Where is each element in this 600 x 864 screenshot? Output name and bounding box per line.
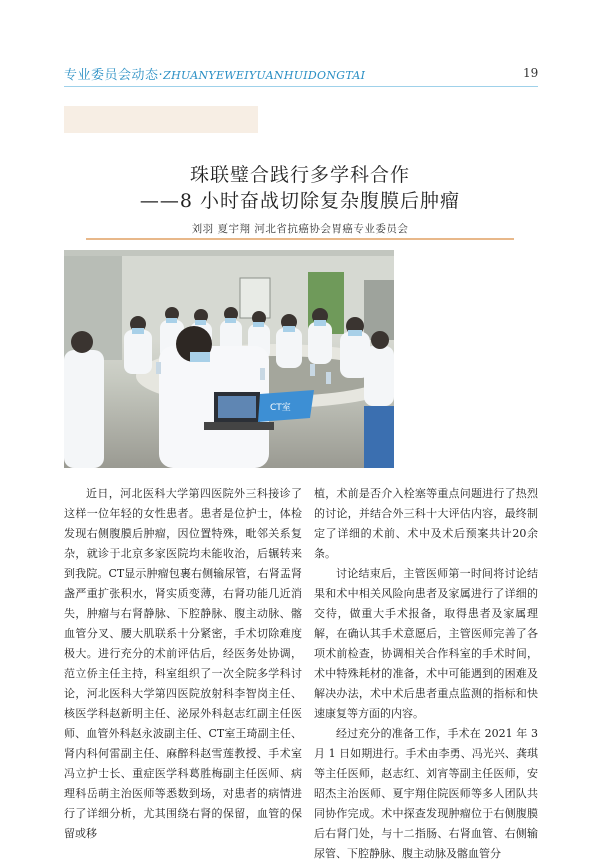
article-title-line1: 珠联璧合践行多学科合作 (189, 164, 410, 186)
decorative-tag-bar (64, 106, 258, 133)
meeting-photo-illustration (64, 250, 394, 468)
section-label (64, 64, 365, 83)
article-title-line2: ——8 小时奋战切除复杂腹膜后肿瘤 (139, 190, 461, 212)
section-label-cn: 专业委员会动态 (64, 68, 159, 83)
title-divider (86, 238, 514, 240)
body-paragraph: 讨论结束后，主管医师第一时间将讨论结果和术中相关风险向患者及家属进行了详细的交待，做重大手术报备，取得患者及家属理解，在确认其手术意愿后，主管医师完善了各项术前检查，协调相关合作科室的手术时间，术中特殊耗材的准备，术中可能遇到的困难及解决办法，术中术后患者重点监测的指标和快速康复等方面的内容。 (314, 567, 538, 720)
body-right-column (314, 484, 538, 864)
article-byline: 刘羽 夏宇翔 河北省抗癌协会胃癌专业委员会 (191, 223, 409, 235)
page-number: 19 (523, 66, 539, 80)
body-paragraph: 植，术前是否介入栓塞等重点问题进行了热烈的讨论，并结合外三科十大评估内容，最终制定了详细的术前、术中及术后预案共计20余条。 (314, 487, 538, 560)
header-divider (64, 86, 538, 87)
section-label-latin: ZHUANYEWEIYUANHUIDONGTAI (163, 69, 366, 82)
section-label-dot: · (158, 68, 164, 83)
ct-room-sign: CT室 (270, 403, 291, 413)
body-left-column (64, 484, 302, 844)
body-paragraph: 近日，河北医科大学第四医院外三科接诊了这样一位年轻的女性患者。患者是位护士，体检发现右侧腹膜后肿瘤，因位置特殊，毗邻关系复杂，就诊于北京多家医院均未能收治，后辗转来到我院。CT显示肿瘤包裹右侧输尿管，右肾盂肾盏严重扩张积水，肾实质变薄，右肾功能几近消失，肿瘤与右肾静脉、下腔静脉、腹主动脉、髂血管分叉、腰大肌联系十分紧密，手术切除难度极大。进行充分的术前评估后，经医务处协调，范立侨主任主持，科室组织了一次全院多学科讨论，河北医科大学第四医院放射科李智岗主任、核医学科赵新明主任、泌尿外科赵志红副主任医师、血管外科赵永波副主任、CT室王琦副主任、肾内科何雷副主任、麻醉科赵雪莲教授、手术室冯立护士长、重症医学科葛胜梅副主任医师、病理科岳萌主治医师等悉数到场，对患者的病情进行了详细分析，尤其围绕右肾的保留，血管的保留或移 (64, 487, 302, 840)
body-paragraph: 经过充分的准备工作，手术在 2021 年 3 月 1 日如期进行。手术由李勇、冯光兴、龚琪等主任医师，赵志红、刘宵等副主任医师，安昭杰主治医师、夏宇翔住院医师等多人团队共同协作完成。术中探查发现肿瘤位于右侧腹膜后右肾门处，与十二指肠、右肾血管、右侧输尿管、下腔静脉、腹主动脉及髂血管分 (314, 727, 538, 860)
meeting-photo (64, 250, 394, 468)
